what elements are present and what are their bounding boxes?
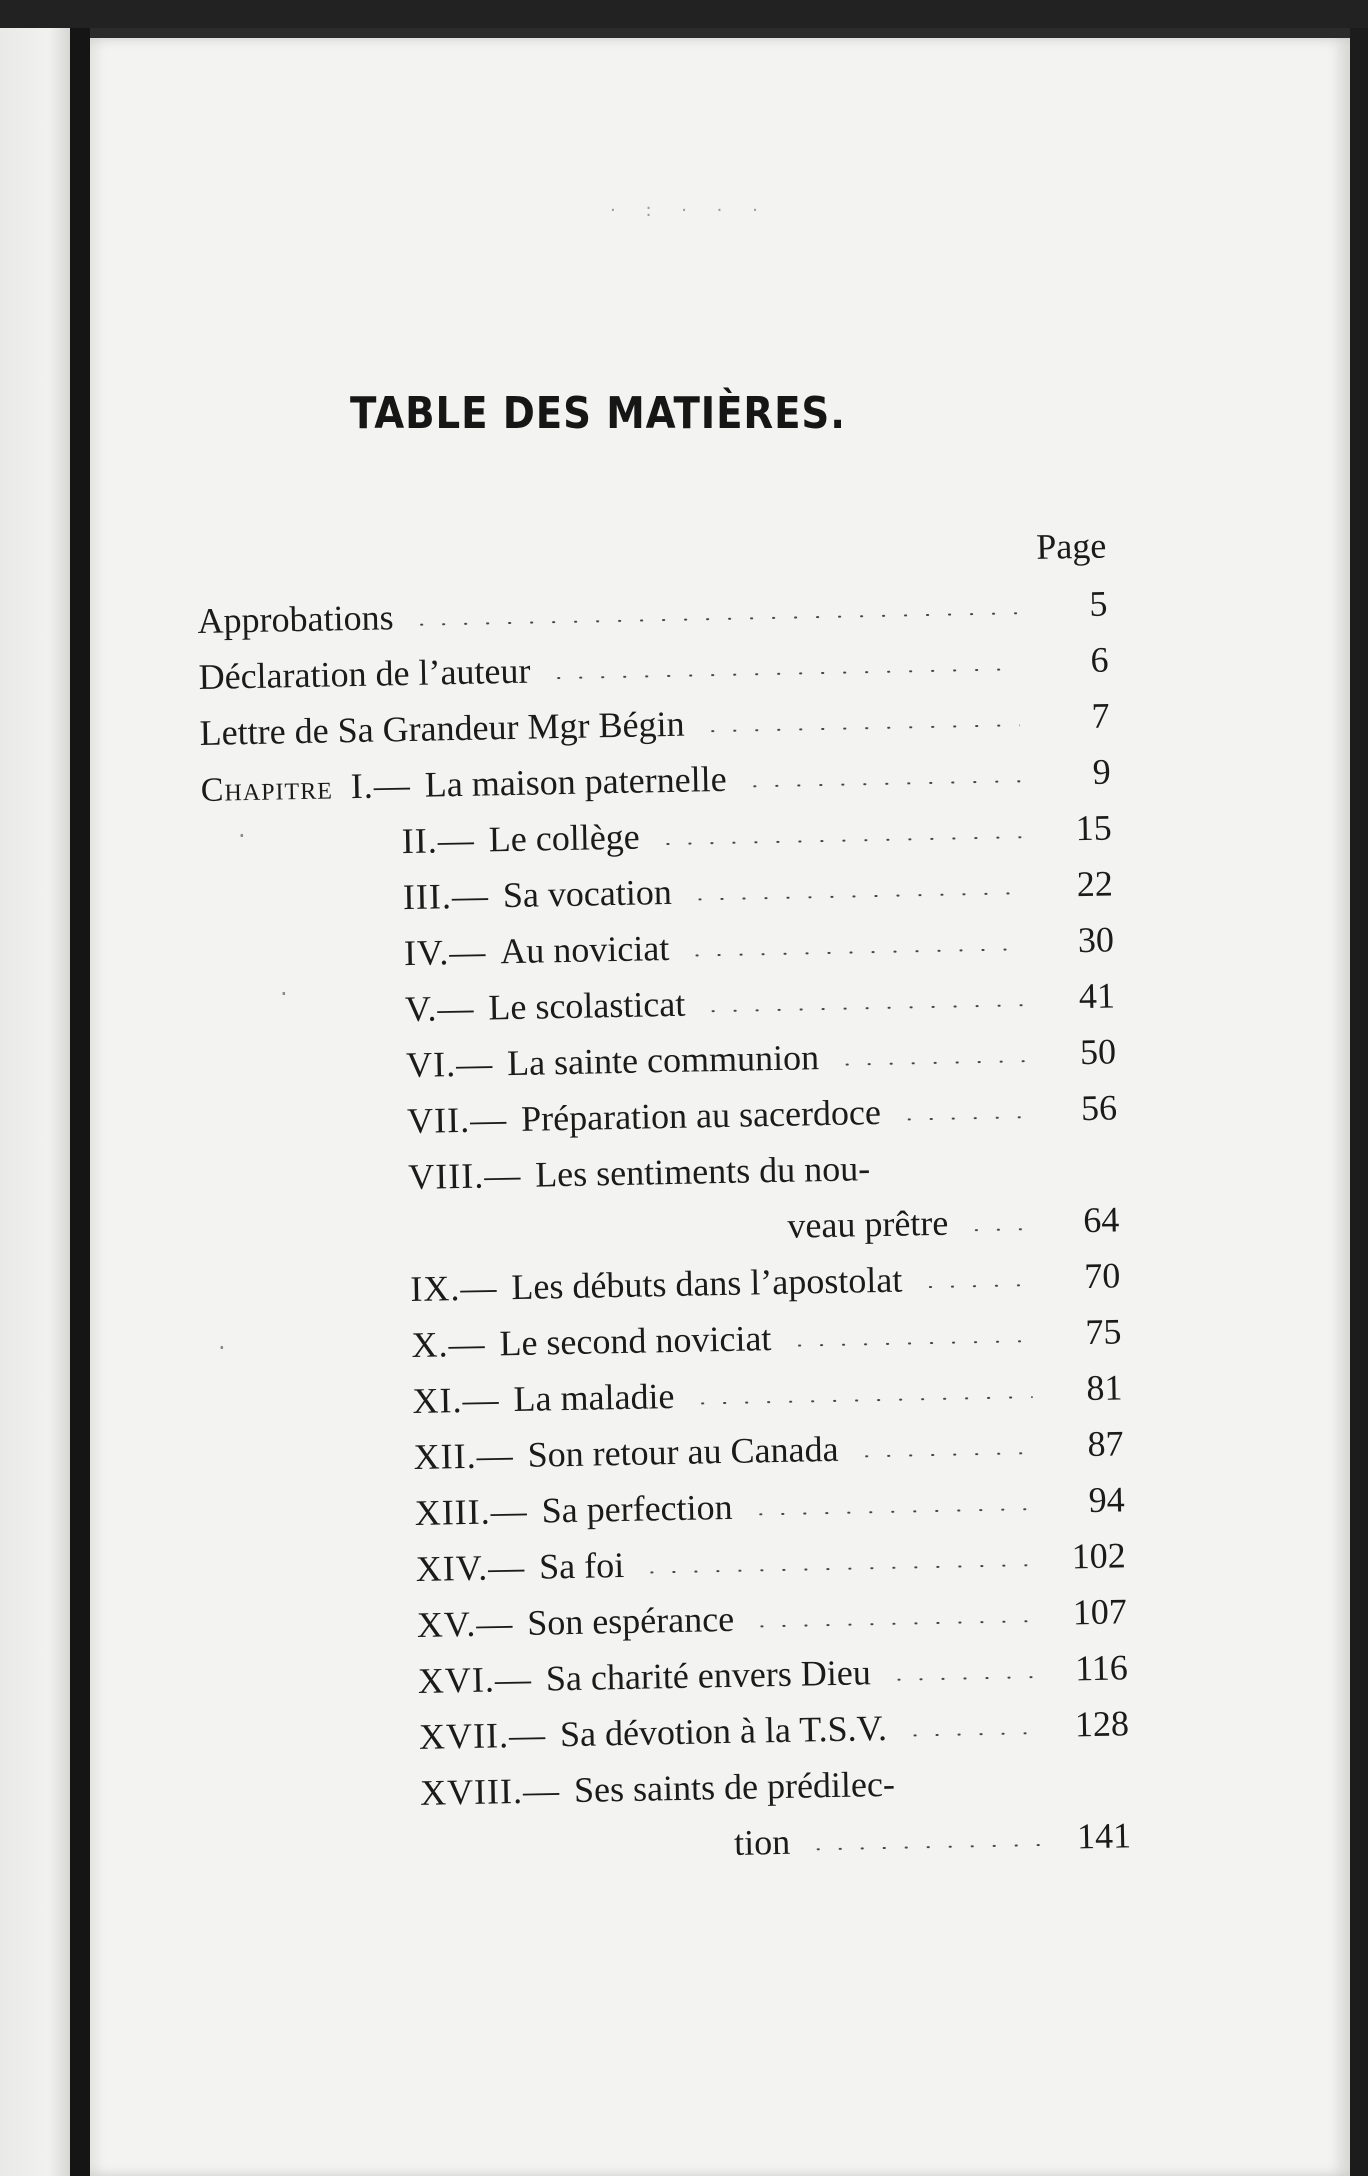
entry-text: La sainte communion (506, 1037, 820, 1084)
toc-entry (198, 635, 1109, 702)
toc-entry-title (419, 1703, 888, 1762)
toc-entry-continuation (209, 1194, 1120, 1261)
toc-entry-title (416, 1594, 734, 1650)
page-number: 5 (1089, 583, 1108, 624)
book-gutter (70, 28, 90, 2176)
page-number: 56 (1080, 1087, 1118, 1129)
leader-dots (657, 836, 1022, 845)
leader-dots (750, 1508, 1035, 1515)
stray-mark: · (280, 980, 288, 1008)
page-title: TABLE DES MATIÈRES. (350, 388, 846, 439)
page-number: 6 (1090, 639, 1109, 680)
entry-text-continuation: tion (733, 1821, 791, 1863)
leader-dots (686, 948, 1024, 956)
leader-dots (898, 1116, 1027, 1120)
leader-dots (788, 1340, 1031, 1347)
page-number: 87 (1087, 1423, 1124, 1465)
chapter-number: X.— (411, 1323, 486, 1366)
page-number: 70 (1083, 1255, 1121, 1297)
toc-entry (220, 1754, 1131, 1821)
toc-entry-title (198, 646, 531, 702)
leader-dots (836, 1060, 1026, 1066)
toc-entry (219, 1698, 1130, 1765)
toc-entry (205, 970, 1116, 1037)
leader-dots (751, 1620, 1037, 1627)
entry-text: Son retour au Canada (527, 1428, 839, 1475)
toc-entry (197, 579, 1108, 646)
leader-dots (689, 892, 1023, 900)
leader-dots (888, 1676, 1038, 1681)
page-number: 22 (1076, 863, 1114, 905)
page-number: 107 (1072, 1591, 1128, 1633)
table-of-contents (196, 523, 1132, 1880)
toc-entry (208, 1138, 1119, 1205)
leader-dots (807, 1844, 1041, 1850)
chapter-number: XV.— (416, 1603, 514, 1645)
toc-entry-title (410, 1255, 903, 1314)
toc-entry (215, 1530, 1126, 1597)
toc-entry-title (200, 754, 727, 816)
page-number: 94 (1088, 1479, 1125, 1521)
entry-text: Au noviciat (499, 927, 670, 972)
chapter-number: XIV.— (415, 1546, 526, 1589)
toc-entry-title (401, 812, 640, 867)
leader-dots (744, 780, 1021, 787)
leader-dots (855, 1452, 1033, 1457)
leader-dots (691, 1396, 1032, 1405)
entry-text: Sa vocation (502, 871, 673, 916)
leader-dots (702, 1004, 1025, 1012)
entry-text: Lettre de Sa Grandeur Mgr Bégin (199, 703, 685, 753)
stray-mark: · (238, 822, 246, 850)
chapter-number: XI.— (412, 1379, 500, 1421)
toc-entry-title (197, 592, 394, 646)
leader-dots (919, 1284, 1030, 1288)
entry-text: Sa dévotion à la T.S.V. (559, 1707, 888, 1755)
toc-entry-title (417, 1647, 871, 1706)
chapter-number: VIII.— (407, 1154, 522, 1198)
leader-dots (701, 724, 1019, 732)
chapter-number: XIII.— (414, 1490, 529, 1533)
page-number: 30 (1077, 919, 1115, 961)
toc-entry (206, 1026, 1117, 1093)
entry-text: La maison paternelle (424, 758, 727, 805)
toc-entry (213, 1418, 1124, 1485)
page-number: 128 (1074, 1703, 1130, 1745)
toc-entry-title (405, 979, 686, 1034)
toc-entry-title (413, 1424, 839, 1482)
entry-text: Préparation au sacerdoce (520, 1091, 882, 1139)
chapter-number: III.— (402, 875, 490, 918)
toc-entry (214, 1474, 1125, 1541)
entry-text: La maladie (513, 1375, 675, 1420)
chapter-number: II.— (401, 819, 476, 862)
facing-page-edge (0, 28, 70, 2176)
entry-text: Déclaration de l’auteur (198, 650, 531, 697)
chapter-number: IX.— (410, 1267, 498, 1310)
chapter-number: V.— (404, 987, 475, 1030)
toc-entry-title (406, 1032, 820, 1090)
toc-entry-title (412, 1371, 675, 1426)
scan-border-top (0, 0, 1368, 28)
leader-dots (904, 1732, 1039, 1737)
toc-entry (204, 914, 1115, 981)
page-number: 7 (1091, 695, 1110, 736)
stray-mark: · (218, 1334, 226, 1362)
chapter-label: Chapitre (200, 769, 334, 809)
toc-entry (210, 1250, 1121, 1317)
page-number: 102 (1071, 1535, 1127, 1577)
toc-entry-title (408, 1143, 871, 1202)
scan-border-right (1350, 28, 1368, 2176)
toc-entry (207, 1082, 1118, 1149)
toc-entry (199, 690, 1110, 757)
entry-text: Approbations (197, 597, 394, 641)
chapter-number: VII.— (406, 1099, 508, 1142)
entry-text-continuation: veau prêtre (787, 1202, 949, 1246)
page-number: 75 (1084, 1311, 1122, 1353)
entry-text: Les débuts dans l’apostolat (511, 1259, 903, 1308)
toc-entry-title (403, 923, 669, 978)
toc-entry-title (402, 867, 672, 922)
leader-dots (411, 612, 1018, 626)
leader-dots (547, 668, 1018, 679)
entry-text: Le scolasticat (488, 983, 686, 1028)
page-number: 141 (1076, 1815, 1132, 1857)
chapter-number: XVIII.— (419, 1770, 561, 1813)
entry-text: Le collège (488, 816, 641, 860)
page-number: 50 (1079, 1031, 1117, 1073)
chapter-number: XVII.— (418, 1714, 547, 1757)
toc-entry (218, 1642, 1129, 1709)
chapter-number: VI.— (405, 1043, 494, 1086)
page-number: 9 (1092, 751, 1111, 792)
stray-marks: · : · · · (610, 200, 770, 221)
chapter-number: XII.— (413, 1435, 514, 1477)
page-number: 64 (1082, 1199, 1120, 1241)
chapter-number: IV.— (403, 931, 487, 974)
leader-dots (965, 1228, 1029, 1231)
toc-entry (216, 1586, 1127, 1653)
toc-entry (200, 746, 1111, 813)
page-column-header: Page (1035, 525, 1107, 567)
page-number: 81 (1086, 1367, 1123, 1409)
entry-text: Sa foi (538, 1544, 625, 1587)
chapter-number: XVI.— (417, 1658, 533, 1701)
chapter-number: I.— (350, 764, 412, 807)
toc-entry-title (420, 1759, 896, 1818)
leader-dots (641, 1564, 1036, 1574)
toc-entry (202, 858, 1113, 925)
toc-entry (211, 1306, 1122, 1373)
page-number: 116 (1074, 1647, 1129, 1689)
page-number: 15 (1075, 807, 1113, 849)
entry-text: Ses saints de prédilec- (573, 1763, 896, 1810)
toc-entry-title (414, 1482, 733, 1538)
entry-text: Sa perfection (541, 1486, 733, 1531)
toc-entry-title (199, 699, 685, 758)
toc-entry-title (415, 1540, 624, 1594)
toc-entry (212, 1362, 1123, 1429)
toc-entry-title (411, 1313, 772, 1370)
toc-entry-title (407, 1087, 882, 1146)
entry-text: Son espérance (526, 1598, 735, 1643)
entry-text: Sa charité envers Dieu (545, 1652, 872, 1699)
entry-text: Le second noviciat (499, 1318, 772, 1364)
page-number: 41 (1078, 975, 1116, 1017)
entry-text: Les sentiments du nou- (534, 1148, 871, 1195)
